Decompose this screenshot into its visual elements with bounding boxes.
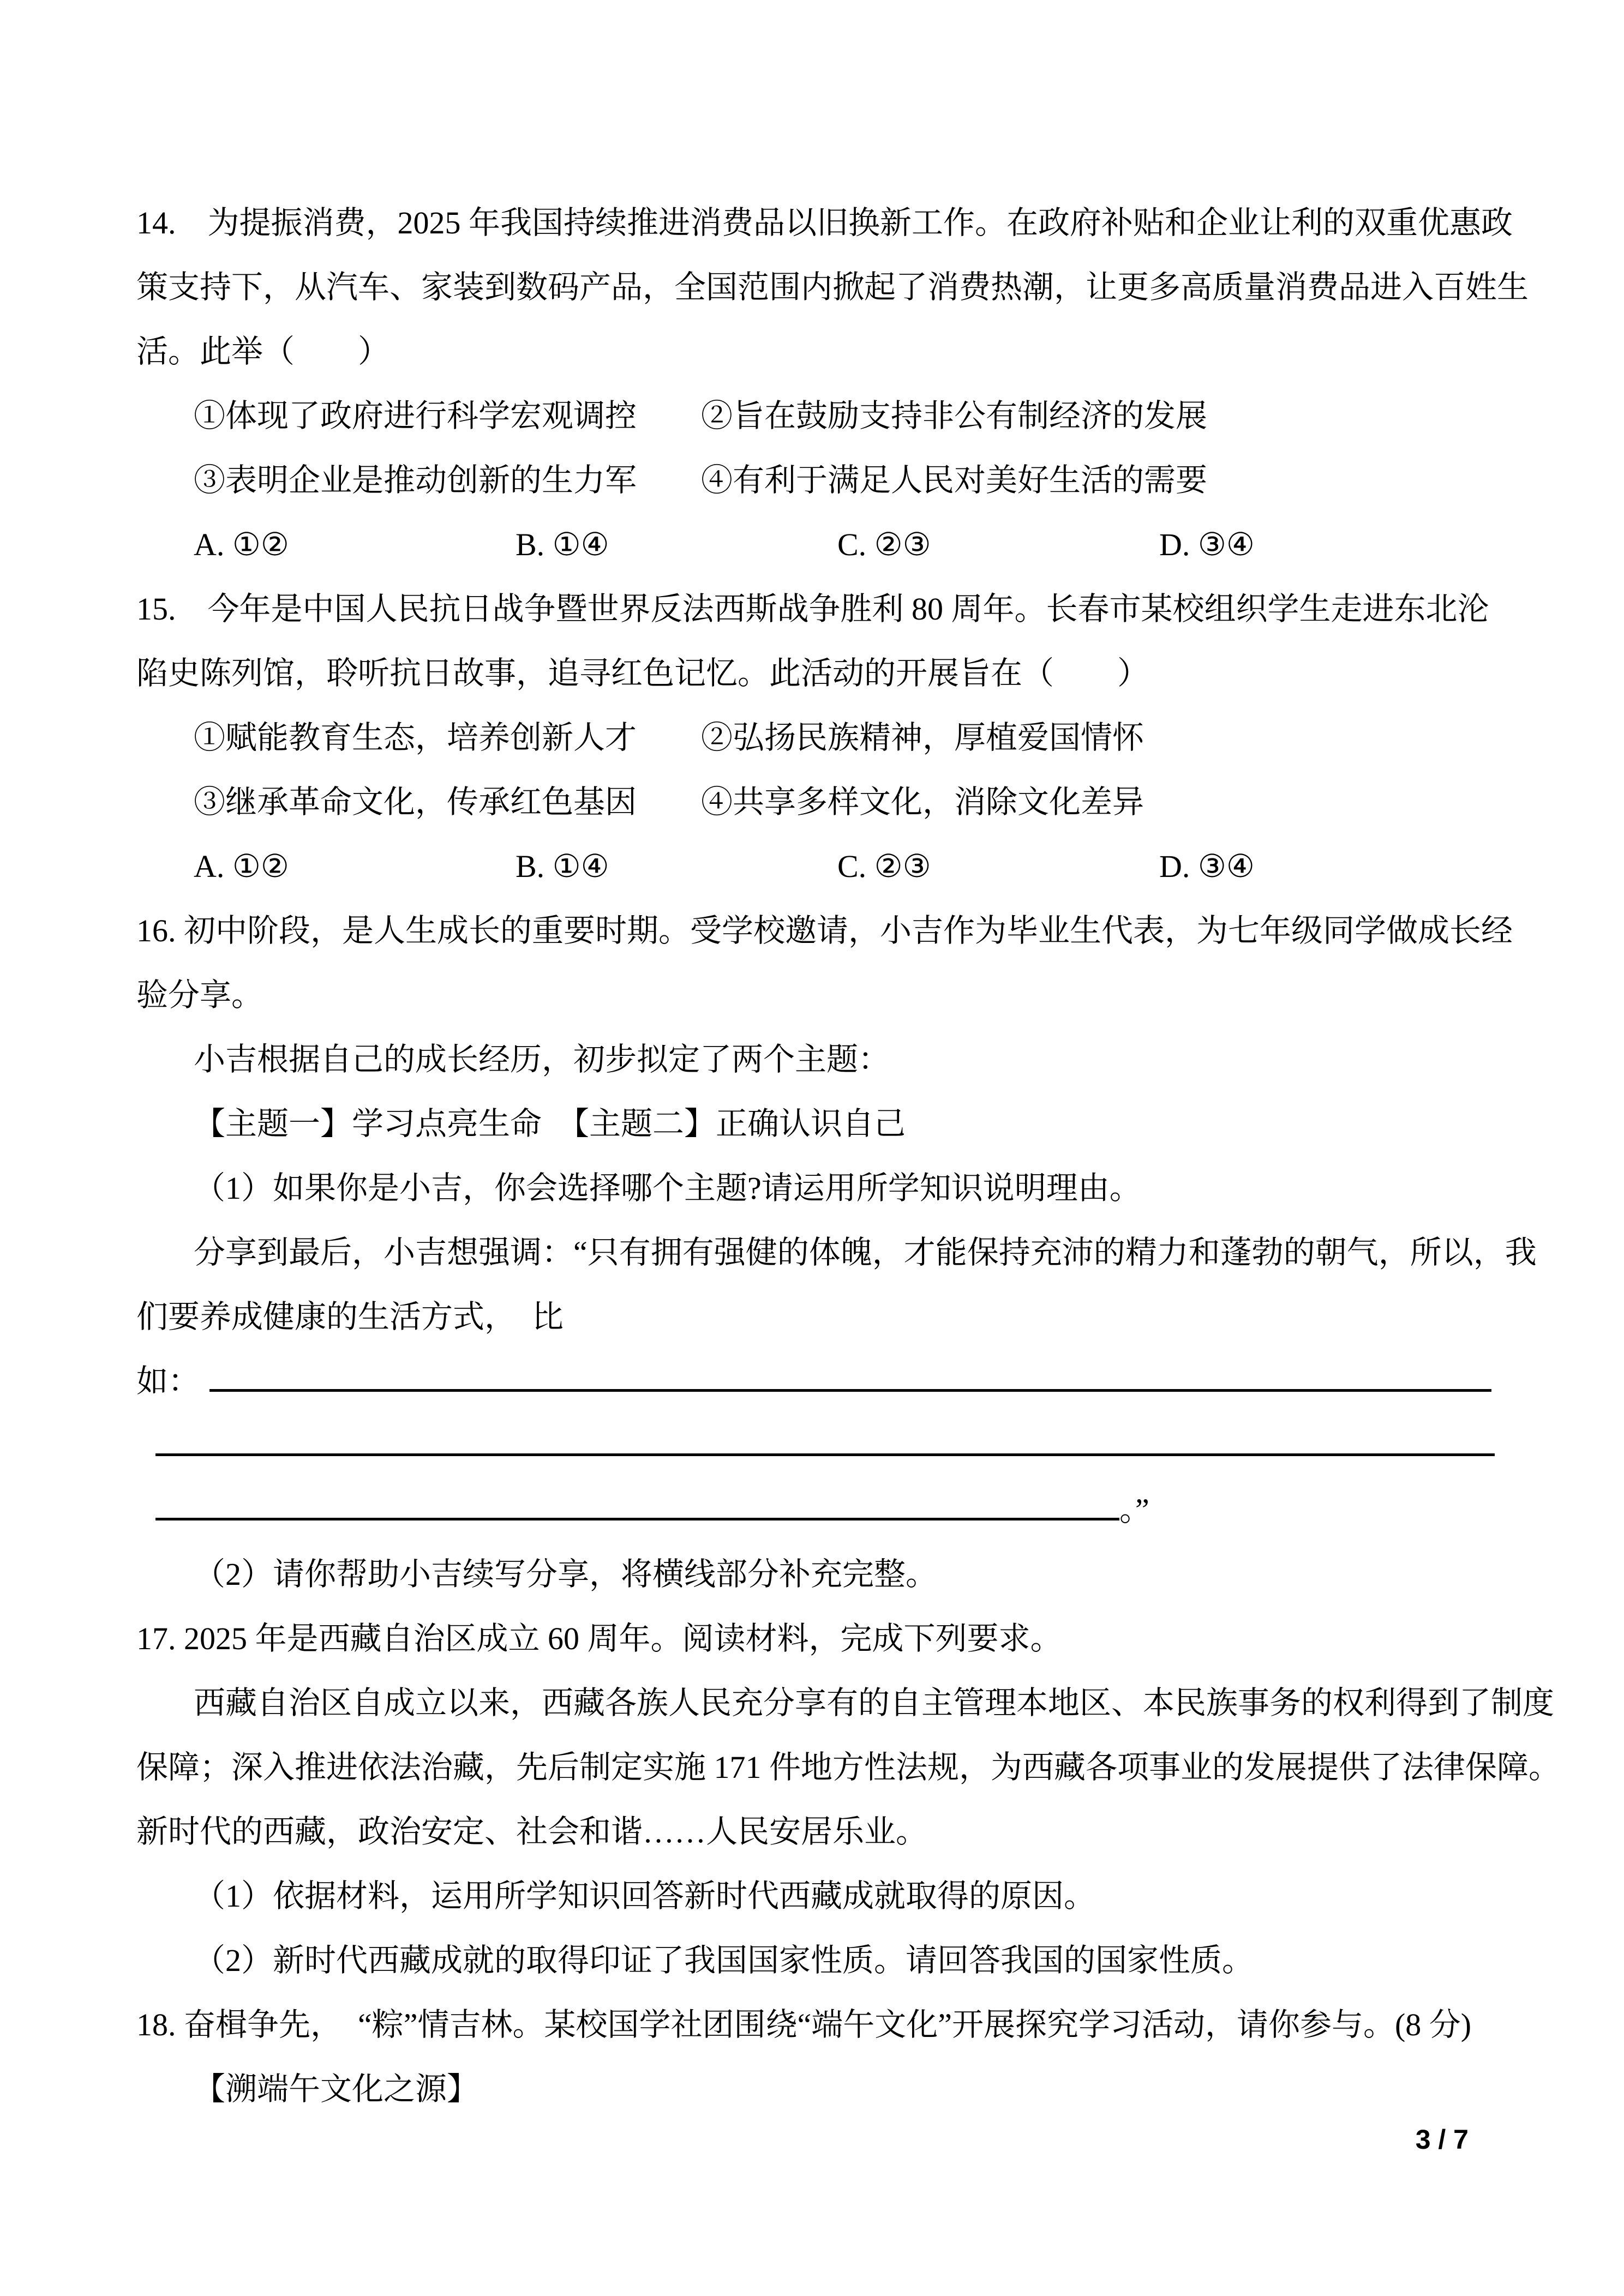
q16-blank-line-1 [136,1349,1555,1414]
q18-stem-line: 18. 奋楫争先， “粽”情吉林。某校国学社团围绕“端午文化”开展探究学习活动，请你参与。(8 分) [136,2007,1472,2042]
q14-stem-line-1: 14. 为提振消费，2025 年我国持续推进消费品以旧换新工作。在政府补贴和企业让利的双重优惠政 [136,205,1513,241]
q17-stem-line: 17. 2025 年是西藏自治区成立 60 周年。阅读材料，完成下列要求。 [136,1621,1062,1656]
q14-option-3: ③表明企业是推动创新的生力军 [194,462,637,498]
q18-section-title: 【溯端午文化之源】 [194,2071,479,2107]
q15-stem-line-2: 陷史陈列馆，聆听抗日故事，追寻红色记忆。此活动的开展旨在（ ） [136,656,1149,691]
q17-part1-line: （1）依据材料，运用所学知识回答新时代西藏成就取得的原因。 [194,1878,1096,1914]
q16-blank-line-3 [136,1478,1555,1542]
q14-choice-d: D. ③④ [1159,527,1255,562]
q14-choices-row [136,513,1555,577]
q15-choice-b: B. ①④ [516,849,609,884]
q15-stem-line-1: 15. 今年是中国人民抗日战争暨世界反法西斯战争胜利 80 周年。长春市某校组织学生走进东北沦 [136,591,1489,627]
q14-option-2: ②旨在鼓励支持非公有制经济的发展 [701,398,1208,434]
q14-choice-a: A. ①② [194,527,289,562]
q16-quote-line-2: 们要养成健康的生活方式， 比 [136,1299,564,1335]
q15-choice-d: D. ③④ [1159,849,1255,884]
q14-option-4: ④有利于满足人民对美好生活的需要 [701,462,1208,498]
q15-option-1: ①赋能教育生态，培养创新人才 [194,720,637,755]
q15-option-2: ②弘扬民族精神，厚植爱国情怀 [701,720,1144,755]
page-number: 3 / 7 [1415,2124,1469,2155]
q16-quote-line-1: 分享到最后，小吉想强调：“只有拥有强健的体魄，才能保持充沛的精力和蓬勃的朝气，所以，我 [194,1235,1537,1270]
q16-quote-close: 。” [1119,1492,1149,1528]
q14-options-row-2 [136,448,1555,513]
q14-options-row-1 [136,384,1555,448]
q14-option-1: ①体现了政府进行科学宏观调控 [194,398,637,434]
q16-blank-prefix: 如： [136,1363,200,1399]
answer-blank-1 [209,1389,1491,1392]
answer-blank-2 [155,1453,1495,1456]
q16-blank-line-2 [136,1414,1555,1478]
q16-part1-line: （1）如果你是小吉，你会选择哪个主题?请运用所学知识说明理由。 [194,1170,1141,1206]
q14-choice-b: B. ①④ [516,527,609,562]
q16-part2-line: （2）请你帮助小吉续写分享，将横线部分补充完整。 [194,1556,938,1592]
q16-themes-line: 【主题一】学习点亮生命 【主题二】正确认识自己 [194,1106,906,1141]
q16-stem-line-1: 16. 初中阶段，是人生成长的重要时期。受学校邀请，小吉作为毕业生代表，为七年级同学做成长经 [136,913,1513,948]
q17-part2-line: （2）新时代西藏成就的取得印证了我国国家性质。请回答我国的国家性质。 [194,1943,1254,1978]
q14-stem-line-2: 策支持下，从汽车、家装到数码产品，全国范围内掀起了消费热潮，让更多高质量消费品进入百姓生 [136,269,1529,305]
q15-options-row-2 [136,770,1555,834]
answer-blank-3 [155,1518,1119,1520]
q16-stem-line-2: 验分享。 [136,977,263,1013]
exam-content [136,191,1561,2121]
q14-stem-line-3: 活。此举（ ） [136,334,390,369]
q15-option-3: ③继承革命文化，传承红色基因 [194,784,637,820]
q16-intro-line: 小吉根据自己的成长经历，初步拟定了两个主题： [194,1042,890,1077]
q15-choices-row [136,834,1555,899]
q17-material-line-1: 西藏自治区自成立以来，西藏各族人民充分享有的自主管理本地区、本民族事务的权利得到了制度 [194,1685,1555,1721]
q17-material-line-3: 新时代的西藏，政治安定、社会和谐……人民安居乐业。 [136,1814,928,1849]
q14-choice-c: C. ②③ [837,527,931,562]
q15-choice-a: A. ①② [194,849,289,884]
q17-material-line-2: 保障；深入推进依法治藏，先后制定实施 171 件地方性法规，为西藏各项事业的发展提供了法律保障。 [136,1750,1561,1785]
q15-choice-c: C. ②③ [837,849,931,884]
q15-options-row-1 [136,706,1555,770]
q15-option-4: ④共享多样文化，消除文化差异 [701,784,1144,820]
